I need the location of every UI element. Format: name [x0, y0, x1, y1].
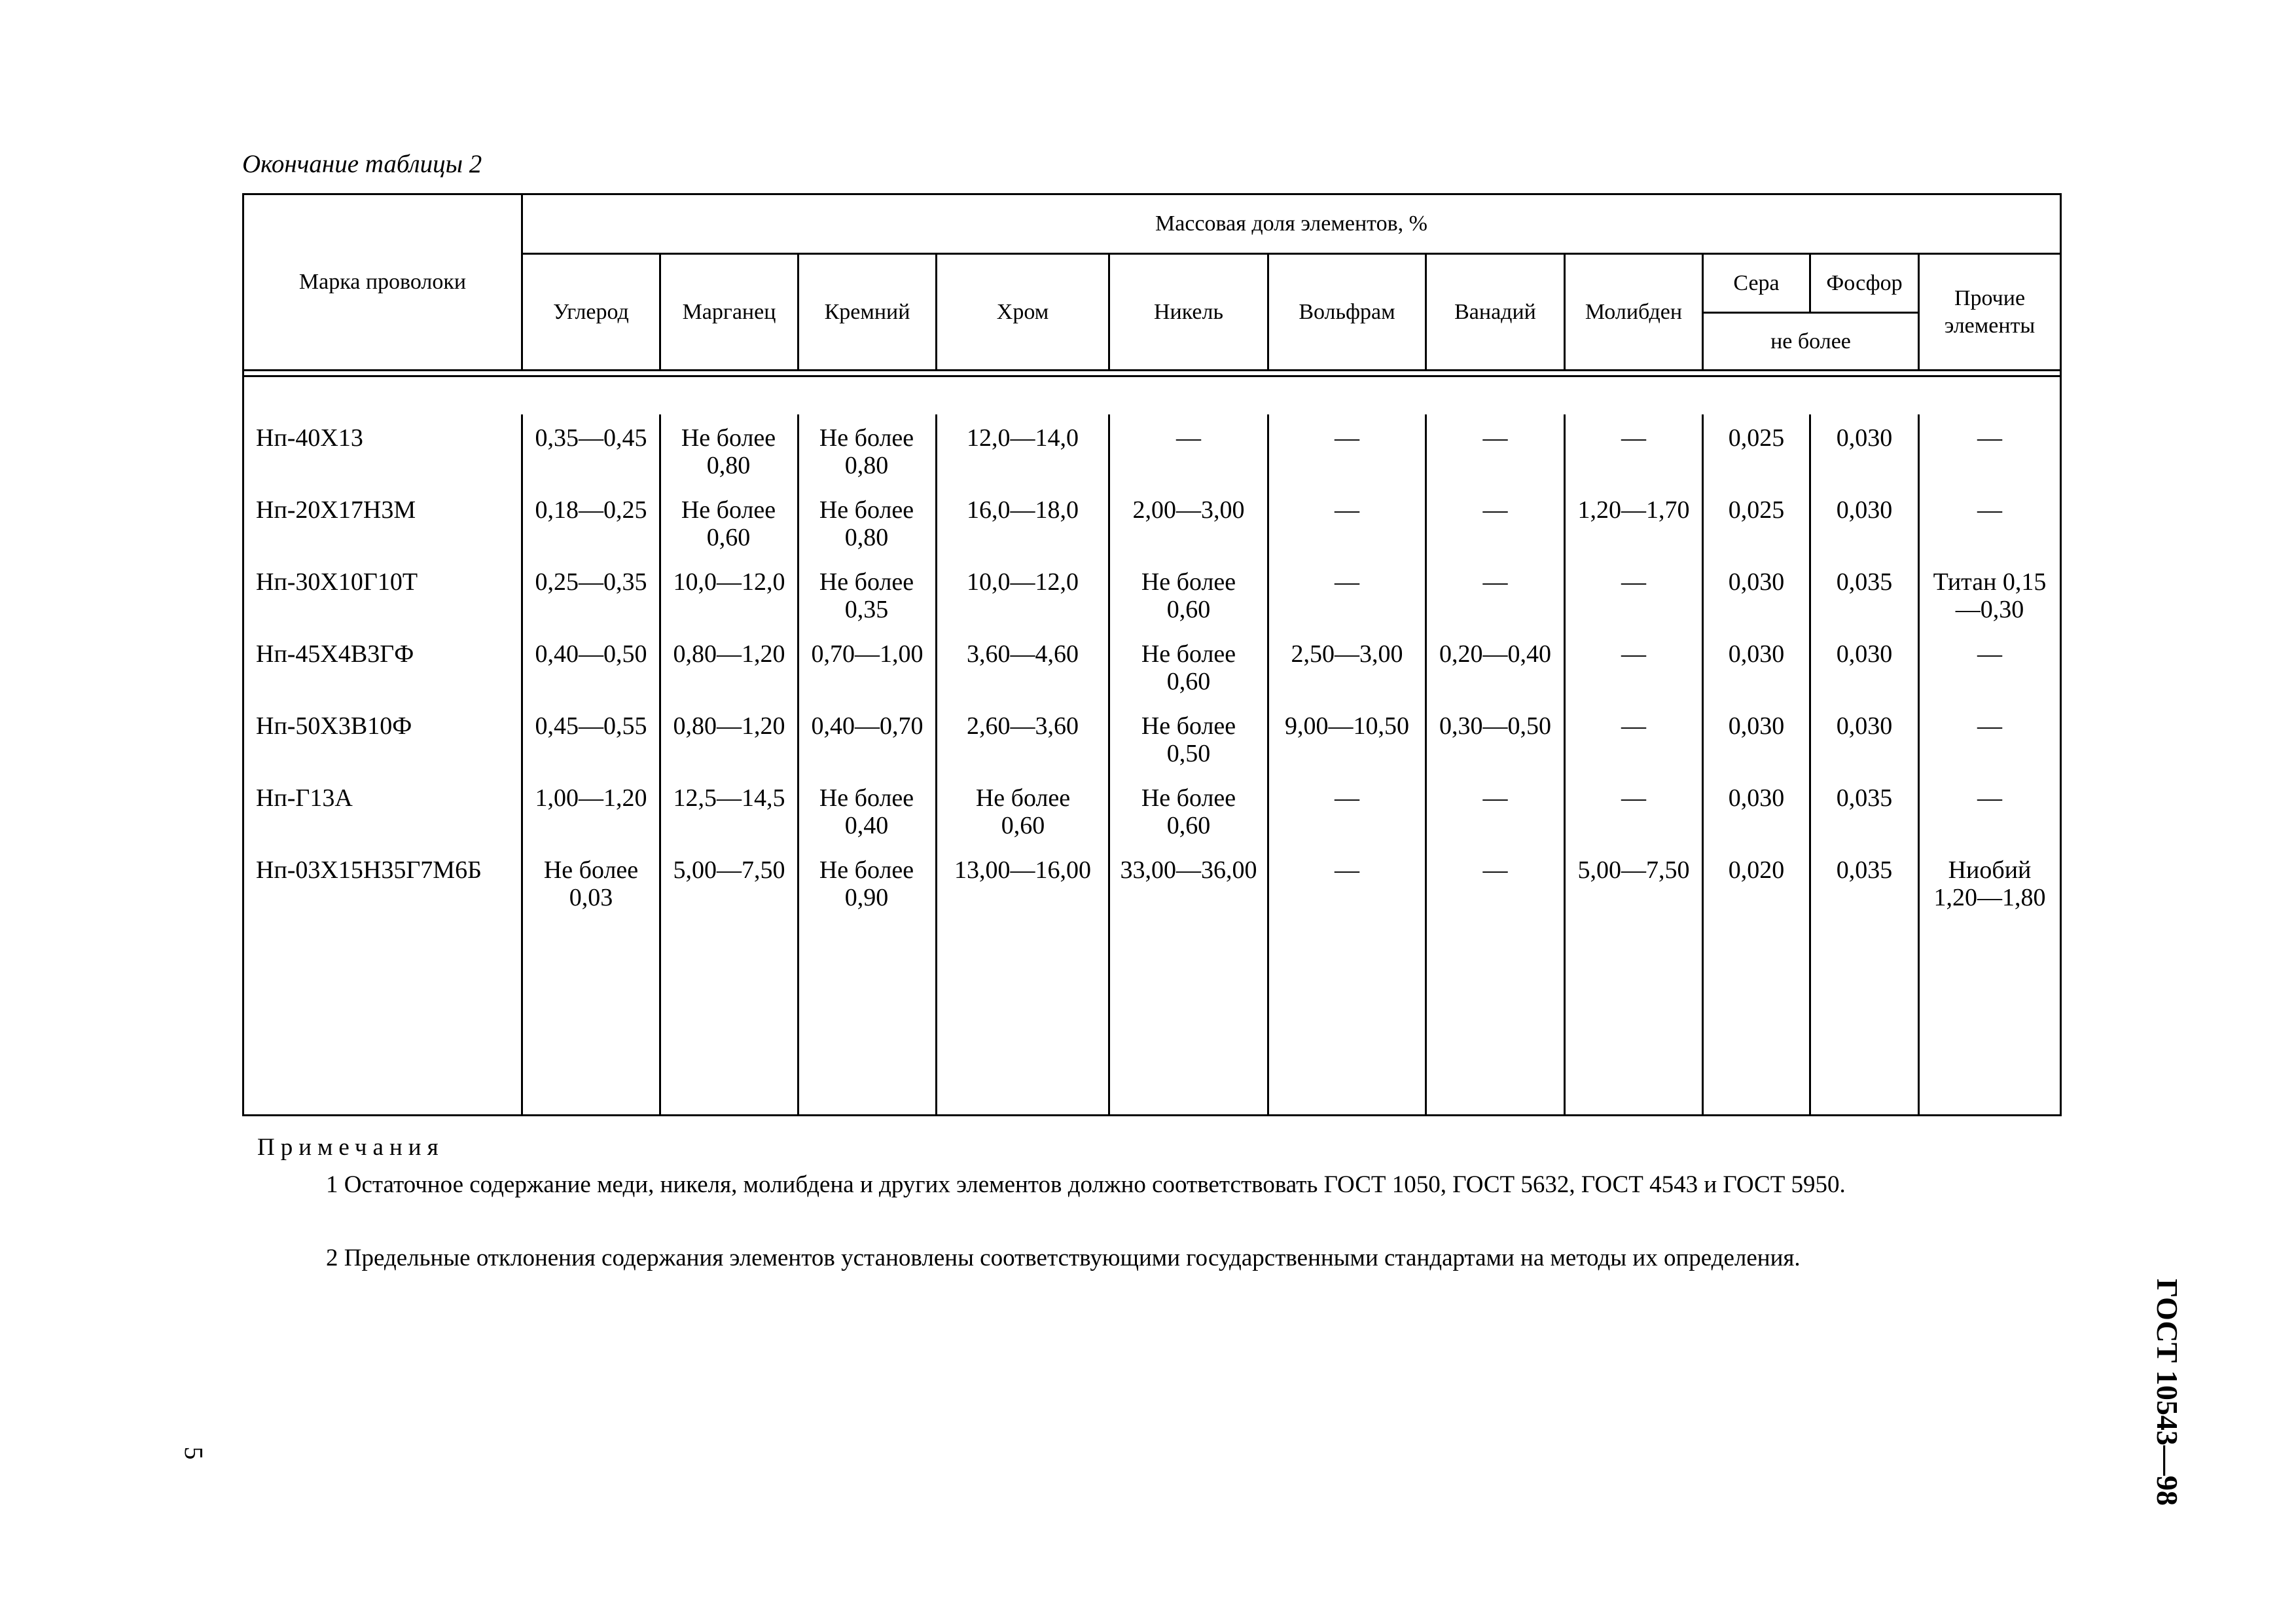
cell-sulfur: 0,030 — [1728, 640, 1785, 668]
table-row — [244, 712, 2060, 784]
notes-title: Примечания — [257, 1134, 444, 1161]
cell-manganese: 0,80—1,20 — [673, 640, 785, 668]
table-row — [244, 856, 2060, 928]
cell-nickel: Не более 0,60 — [1141, 640, 1236, 695]
cell-molybdenum: — — [1621, 640, 1646, 668]
table-header — [244, 195, 2060, 372]
cell-silicon: Не более 0,35 — [819, 568, 914, 623]
table-row — [244, 424, 2060, 496]
cell-phosphorus: 0,030 — [1836, 496, 1893, 524]
cell-phosphorus: 0,030 — [1836, 640, 1893, 668]
cell-tungsten: — — [1335, 496, 1359, 524]
cell-tungsten: — — [1335, 424, 1359, 452]
header-vanadium: Ванадий — [1454, 299, 1536, 324]
cell-molybdenum: — — [1621, 712, 1646, 740]
cell-chromium: 13,00—16,00 — [954, 856, 1091, 884]
composition-table — [242, 193, 2062, 1271]
cell-vanadium: — — [1482, 568, 1508, 596]
cell-carbon: 0,25—0,35 — [535, 568, 647, 596]
cell-silicon: Не более 0,90 — [819, 856, 914, 911]
cell-phosphorus: 0,030 — [1836, 712, 1893, 740]
cell-molybdenum: 5,00—7,50 — [1577, 856, 1690, 884]
cell-phosphorus: 0,035 — [1836, 856, 1893, 884]
cell-grade: Нп-Г13А — [256, 784, 353, 812]
header-tungsten: Вольфрам — [1299, 299, 1395, 324]
cell-vanadium: 0,30—0,50 — [1439, 712, 1551, 740]
standard-designation: ГОСТ 10543—98 — [2150, 1279, 2184, 1506]
cell-tungsten: 9,00—10,50 — [1285, 712, 1409, 740]
cell-silicon: Не более 0,80 — [819, 496, 914, 551]
cell-tungsten: 2,50—3,00 — [1291, 640, 1403, 668]
cell-nickel: 33,00—36,00 — [1120, 856, 1257, 884]
table-notes — [244, 1115, 2060, 1311]
cell-tungsten: — — [1335, 784, 1359, 812]
cell-vanadium: — — [1482, 856, 1508, 884]
cell-carbon: 0,35—0,45 — [535, 424, 647, 452]
cell-other: Ниобий 1,20—1,80 — [1933, 856, 2046, 911]
cell-other: — — [1977, 784, 2002, 812]
cell-grade: Нп-03Х15Н35Г7М6Б — [256, 856, 482, 884]
table-row — [244, 640, 2060, 712]
cell-vanadium: — — [1482, 496, 1508, 524]
cell-carbon: 0,40—0,50 — [535, 640, 647, 668]
note-item: 2 Предельные отклонения содержания элементов установлены соответствующими государственными стандартами на методы их определения. — [326, 1245, 1801, 1271]
cell-nickel: 2,00—3,00 — [1132, 496, 1245, 524]
cell-phosphorus: 0,030 — [1836, 424, 1893, 452]
cell-nickel: — — [1176, 424, 1201, 452]
header-nickel: Никель — [1154, 299, 1223, 324]
cell-silicon: Не более 0,80 — [819, 424, 914, 479]
cell-manganese: 10,0—12,0 — [673, 568, 785, 596]
cell-phosphorus: 0,035 — [1836, 568, 1893, 596]
header-mass-fraction: Массовая доля элементов, % — [1155, 211, 1427, 236]
cell-other: — — [1977, 424, 2002, 452]
cell-sulfur: 0,020 — [1728, 856, 1785, 884]
cell-grade: Нп-50Х3В10Ф — [256, 712, 412, 740]
cell-silicon: 0,40—0,70 — [811, 712, 924, 740]
page-number: 5 — [179, 1446, 209, 1460]
cell-vanadium: 0,20—0,40 — [1439, 640, 1551, 668]
cell-chromium: 16,0—18,0 — [967, 496, 1079, 524]
cell-nickel: Не более 0,60 — [1141, 784, 1236, 839]
header-sulfur: Сера — [1733, 270, 1780, 295]
cell-grade: Нп-20Х17Н3М — [256, 496, 416, 524]
cell-manganese: 5,00—7,50 — [673, 856, 785, 884]
cell-grade: Нп-45Х4В3ГФ — [256, 640, 414, 668]
cell-sulfur: 0,030 — [1728, 712, 1785, 740]
cell-nickel: Не более 0,50 — [1141, 712, 1236, 767]
cell-carbon: Не более 0,03 — [543, 856, 639, 911]
table-row — [244, 568, 2060, 640]
cell-tungsten: — — [1335, 856, 1359, 884]
cell-grade: Нп-40Х13 — [256, 424, 363, 452]
cell-chromium: Не более 0,60 — [975, 784, 1071, 839]
header-molybdenum: Молибден — [1585, 299, 1683, 324]
cell-other: — — [1977, 496, 2002, 524]
cell-chromium: 10,0—12,0 — [967, 568, 1079, 596]
cell-molybdenum: — — [1621, 784, 1646, 812]
cell-manganese: 0,80—1,20 — [673, 712, 785, 740]
cell-sulfur: 0,025 — [1728, 424, 1785, 452]
header-grade: Марка проволоки — [298, 270, 467, 294]
header-silicon: Кремний — [824, 299, 910, 324]
cell-tungsten: — — [1335, 568, 1359, 596]
cell-vanadium: — — [1482, 784, 1508, 812]
cell-vanadium: — — [1482, 424, 1508, 452]
table-row — [244, 784, 2060, 856]
table-caption: Окончание таблицы 2 — [242, 150, 482, 178]
cell-manganese: Не более 0,60 — [681, 496, 776, 551]
cell-chromium: 3,60—4,60 — [967, 640, 1079, 668]
cell-manganese: 12,5—14,5 — [673, 784, 785, 812]
cell-sulfur: 0,025 — [1728, 496, 1785, 524]
header-other-elements: Прочие элементы — [1944, 285, 2036, 338]
header-max: не более — [1770, 329, 1851, 354]
cell-other: — — [1977, 712, 2002, 740]
cell-silicon: Не более 0,40 — [819, 784, 914, 839]
header-phosphorus: Фосфор — [1826, 270, 1903, 295]
cell-sulfur: 0,030 — [1728, 568, 1785, 596]
cell-nickel: Не более 0,60 — [1141, 568, 1236, 623]
cell-carbon: 1,00—1,20 — [535, 784, 647, 812]
cell-other: Титан 0,15—0,30 — [1933, 568, 2047, 623]
cell-grade: Нп-30Х10Г10Т — [256, 568, 418, 596]
table-row — [244, 496, 2060, 568]
header-carbon: Углерод — [553, 299, 629, 324]
note-item: 1 Остаточное содержание меди, никеля, молибдена и других элементов должно соответствовать ГОСТ 1050, ГОСТ 5632, ГОСТ 4543 и ГОСТ 5950. — [326, 1171, 1846, 1198]
cell-manganese: Не более 0,80 — [681, 424, 776, 479]
cell-molybdenum: — — [1621, 568, 1646, 596]
cell-chromium: 12,0—14,0 — [967, 424, 1079, 452]
cell-sulfur: 0,030 — [1728, 784, 1785, 812]
cell-carbon: 0,18—0,25 — [535, 496, 647, 524]
cell-chromium: 2,60—3,60 — [967, 712, 1079, 740]
cell-other: — — [1977, 640, 2002, 668]
cell-molybdenum: — — [1621, 424, 1646, 452]
cell-silicon: 0,70—1,00 — [811, 640, 924, 668]
cell-phosphorus: 0,035 — [1836, 784, 1893, 812]
header-chromium: Хром — [996, 299, 1049, 324]
cell-carbon: 0,45—0,55 — [535, 712, 647, 740]
cell-molybdenum: 1,20—1,70 — [1577, 496, 1690, 524]
header-manganese: Марганец — [682, 299, 776, 324]
header-double-rule — [244, 369, 2060, 377]
